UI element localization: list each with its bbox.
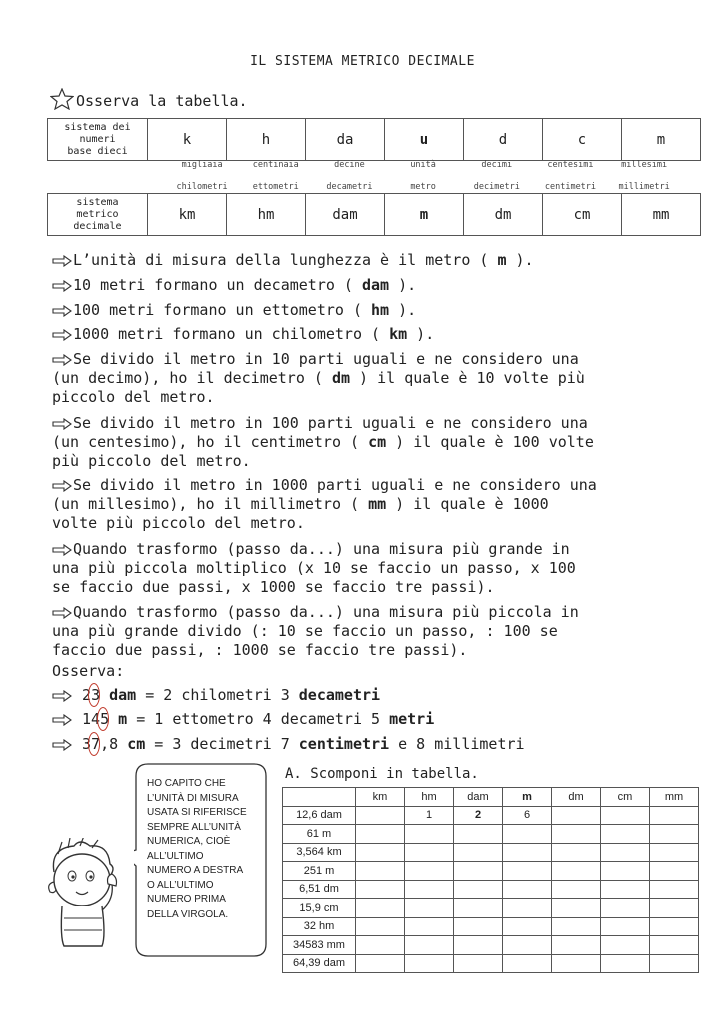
arrow-icon <box>52 607 72 619</box>
answer-cell[interactable] <box>552 917 601 936</box>
rule-hectometer: 100 metri formano un ettometro ( hm ). <box>52 301 682 320</box>
answer-cell[interactable] <box>601 843 650 862</box>
paragraph-centimeter: Se divido il metro in 100 parti uguali e ne considero una (un centesimo), ho il centimetro ( cm ) il quale è 100 volte più piccolo del metro. <box>52 414 594 470</box>
units-names-row: chilometri ettometri decametri metro decimetri centimetri millimetri <box>176 182 670 192</box>
answer-cell[interactable] <box>454 936 503 955</box>
star-icon <box>50 88 74 110</box>
col-header: dam <box>454 788 503 807</box>
unit-dam: dam <box>306 194 385 236</box>
arrow-icon <box>52 480 72 492</box>
intro-text: Osserva la tabella. <box>76 92 248 110</box>
row-label: 3,564 km <box>283 843 356 862</box>
row-label: 34583 mm <box>283 936 356 955</box>
answer-cell[interactable] <box>454 862 503 881</box>
exercise-a-title: A. Scomponi in tabella. <box>285 766 479 782</box>
answer-cell[interactable] <box>356 954 405 973</box>
decompose-table <box>282 787 699 973</box>
unit-c: c <box>543 119 622 161</box>
row-label: 64,39 dam <box>283 954 356 973</box>
table-row <box>283 862 699 881</box>
unit-hm: hm <box>227 194 306 236</box>
answer-cell[interactable] <box>601 899 650 918</box>
unit-u: u <box>385 119 464 161</box>
circled-digit: 3 <box>91 686 101 704</box>
row-label: 251 m <box>283 862 356 881</box>
answer-cell[interactable] <box>503 843 552 862</box>
answer-cell[interactable]: 1 <box>405 806 454 825</box>
arrow-icon <box>52 690 72 702</box>
answer-cell[interactable] <box>454 843 503 862</box>
answer-cell[interactable] <box>650 954 699 973</box>
answer-cell[interactable] <box>356 843 405 862</box>
answer-cell[interactable] <box>356 899 405 918</box>
rule-kilometer: 1000 metri formano un chilometro ( km ). <box>52 325 682 344</box>
example-dam: 23 dam = 2 chilometri 3 decametri <box>52 686 682 705</box>
answer-cell[interactable] <box>405 954 454 973</box>
example-m: 145 m = 1 ettometro 4 decametri 5 metri <box>52 710 682 729</box>
answer-cell[interactable] <box>601 806 650 825</box>
answer-cell[interactable] <box>454 954 503 973</box>
unit-m: m <box>622 119 701 161</box>
osserva-label: Osserva: <box>52 662 125 680</box>
table-row <box>283 899 699 918</box>
table-row <box>283 806 699 825</box>
answer-cell[interactable] <box>356 862 405 881</box>
answer-cell[interactable] <box>552 899 601 918</box>
arrow-icon <box>52 255 72 267</box>
answer-cell[interactable] <box>650 825 699 844</box>
answer-cell[interactable]: 6 <box>503 806 552 825</box>
unit-h: h <box>227 119 306 161</box>
answer-cell[interactable] <box>503 917 552 936</box>
table-row <box>283 917 699 936</box>
arrow-icon <box>52 329 72 341</box>
answer-cell[interactable] <box>454 899 503 918</box>
circled-digit: 7 <box>91 735 101 753</box>
table-row <box>283 954 699 973</box>
col-header: km <box>356 788 405 807</box>
arrow-icon <box>52 354 72 366</box>
answer-cell[interactable]: 2 <box>454 806 503 825</box>
answer-cell[interactable] <box>601 954 650 973</box>
answer-cell[interactable] <box>552 936 601 955</box>
metric-system-table <box>47 193 701 236</box>
unit-meter: m <box>385 194 464 236</box>
answer-cell[interactable] <box>405 917 454 936</box>
table-row <box>283 843 699 862</box>
col-header: hm <box>405 788 454 807</box>
answer-cell[interactable] <box>405 825 454 844</box>
paragraph-smaller-to-larger: Quando trasformo (passo da...) una misura più piccola in una più grande divido (: 10 se faccio un passo, : 100 se faccio due passi, : 1000 se faccio tre passi). <box>52 603 579 659</box>
col-header: m <box>503 788 552 807</box>
answer-cell[interactable] <box>552 806 601 825</box>
arrow-icon <box>52 418 72 430</box>
answer-cell[interactable] <box>454 825 503 844</box>
row-label: 61 m <box>283 825 356 844</box>
answer-cell[interactable] <box>405 936 454 955</box>
answer-cell[interactable] <box>650 899 699 918</box>
answer-cell[interactable] <box>650 917 699 936</box>
answer-cell[interactable] <box>552 843 601 862</box>
table-row <box>283 880 699 899</box>
table1-label: sistema dei numeri base dieci <box>48 119 148 161</box>
answer-cell[interactable] <box>552 954 601 973</box>
page-title: IL SISTEMA METRICO DECIMALE <box>250 54 475 69</box>
row-label: 12,6 dam <box>283 806 356 825</box>
arrow-icon <box>52 280 72 292</box>
intro-line <box>50 88 248 110</box>
answer-cell[interactable] <box>405 899 454 918</box>
answer-cell[interactable] <box>356 880 405 899</box>
arrow-icon <box>52 714 72 726</box>
rule-meter: L’unità di misura della lunghezza è il metro ( m ). <box>52 251 682 270</box>
arrow-icon <box>52 544 72 556</box>
row-label: 6,51 dm <box>283 880 356 899</box>
unit-km: km <box>148 194 227 236</box>
answer-cell[interactable] <box>503 825 552 844</box>
paragraph-millimeter: Se divido il metro in 1000 parti uguali e ne considero una (un millesimo), ho il millimetro ( mm ) il quale è 1000 volte più piccolo del metro. <box>52 476 597 532</box>
answer-cell[interactable] <box>503 954 552 973</box>
arrow-icon <box>52 305 72 317</box>
table-row <box>283 825 699 844</box>
circled-digit: 5 <box>100 710 110 728</box>
answer-cell[interactable] <box>650 936 699 955</box>
col-header: dm <box>552 788 601 807</box>
answer-cell[interactable] <box>356 917 405 936</box>
unit-mm: mm <box>622 194 701 236</box>
answer-cell[interactable] <box>650 880 699 899</box>
unit-cm: cm <box>543 194 622 236</box>
answer-cell[interactable] <box>503 899 552 918</box>
row-label: 32 hm <box>283 917 356 936</box>
unit-d: d <box>464 119 543 161</box>
answer-cell[interactable] <box>503 862 552 881</box>
answer-cell[interactable] <box>356 825 405 844</box>
child-illustration <box>40 838 124 948</box>
answer-cell[interactable] <box>454 880 503 899</box>
arrow-icon <box>52 739 72 751</box>
answer-cell[interactable] <box>552 880 601 899</box>
answer-cell[interactable] <box>405 862 454 881</box>
table-row <box>283 936 699 955</box>
unit-k: k <box>148 119 227 161</box>
rule-decameter: 10 metri formano un decametro ( dam ). <box>52 276 682 295</box>
unit-dm: dm <box>464 194 543 236</box>
answer-cell[interactable] <box>356 936 405 955</box>
answer-cell[interactable] <box>601 862 650 881</box>
answer-cell[interactable] <box>601 880 650 899</box>
answer-cell[interactable] <box>601 936 650 955</box>
row-label: 15,9 cm <box>283 899 356 918</box>
bubble-text: HO CAPITO CHE L’UNITÀ DI MISURA USATA SI RIFERISCE SEMPRE ALL’UNITÀ NUMERICA, CIOÈ ALL’ULTIMO NUMERO A DESTRA O ALL’ULTIMO NUMERO PRIMA DELLA VIRGOLA. <box>147 778 247 920</box>
answer-cell[interactable] <box>650 843 699 862</box>
answer-cell[interactable] <box>503 936 552 955</box>
answer-cell[interactable] <box>405 880 454 899</box>
answer-cell[interactable] <box>601 917 650 936</box>
col-header: cm <box>601 788 650 807</box>
names-row: migliaia centinaia decine unità decimi centesimi millesimi <box>181 160 668 170</box>
answer-cell[interactable] <box>405 843 454 862</box>
answer-cell[interactable] <box>552 862 601 881</box>
answer-cell[interactable] <box>454 917 503 936</box>
paragraph-larger-to-smaller: Quando trasformo (passo da...) una misura più grande in una più piccola moltiplico (x 10 se faccio un passo, x 100 se faccio due passi, x 1000 se faccio tre passi). <box>52 540 576 596</box>
base-ten-table <box>47 118 701 161</box>
unit-da: da <box>306 119 385 161</box>
answer-cell[interactable] <box>503 880 552 899</box>
answer-cell[interactable] <box>552 825 601 844</box>
answer-cell[interactable] <box>650 862 699 881</box>
paragraph-decimeter: Se divido il metro in 10 parti uguali e ne considero una (un decimo), ho il decimetro ( dm ) il quale è 10 volte più piccolo del metro. <box>52 350 585 406</box>
table2-label: sistema metrico decimale <box>48 194 148 236</box>
answer-cell[interactable] <box>356 806 405 825</box>
col-header: mm <box>650 788 699 807</box>
answer-cell[interactable] <box>650 806 699 825</box>
example-cm: 37,8 cm = 3 decimetri 7 centimetri e 8 millimetri <box>52 735 682 754</box>
answer-cell[interactable] <box>601 825 650 844</box>
